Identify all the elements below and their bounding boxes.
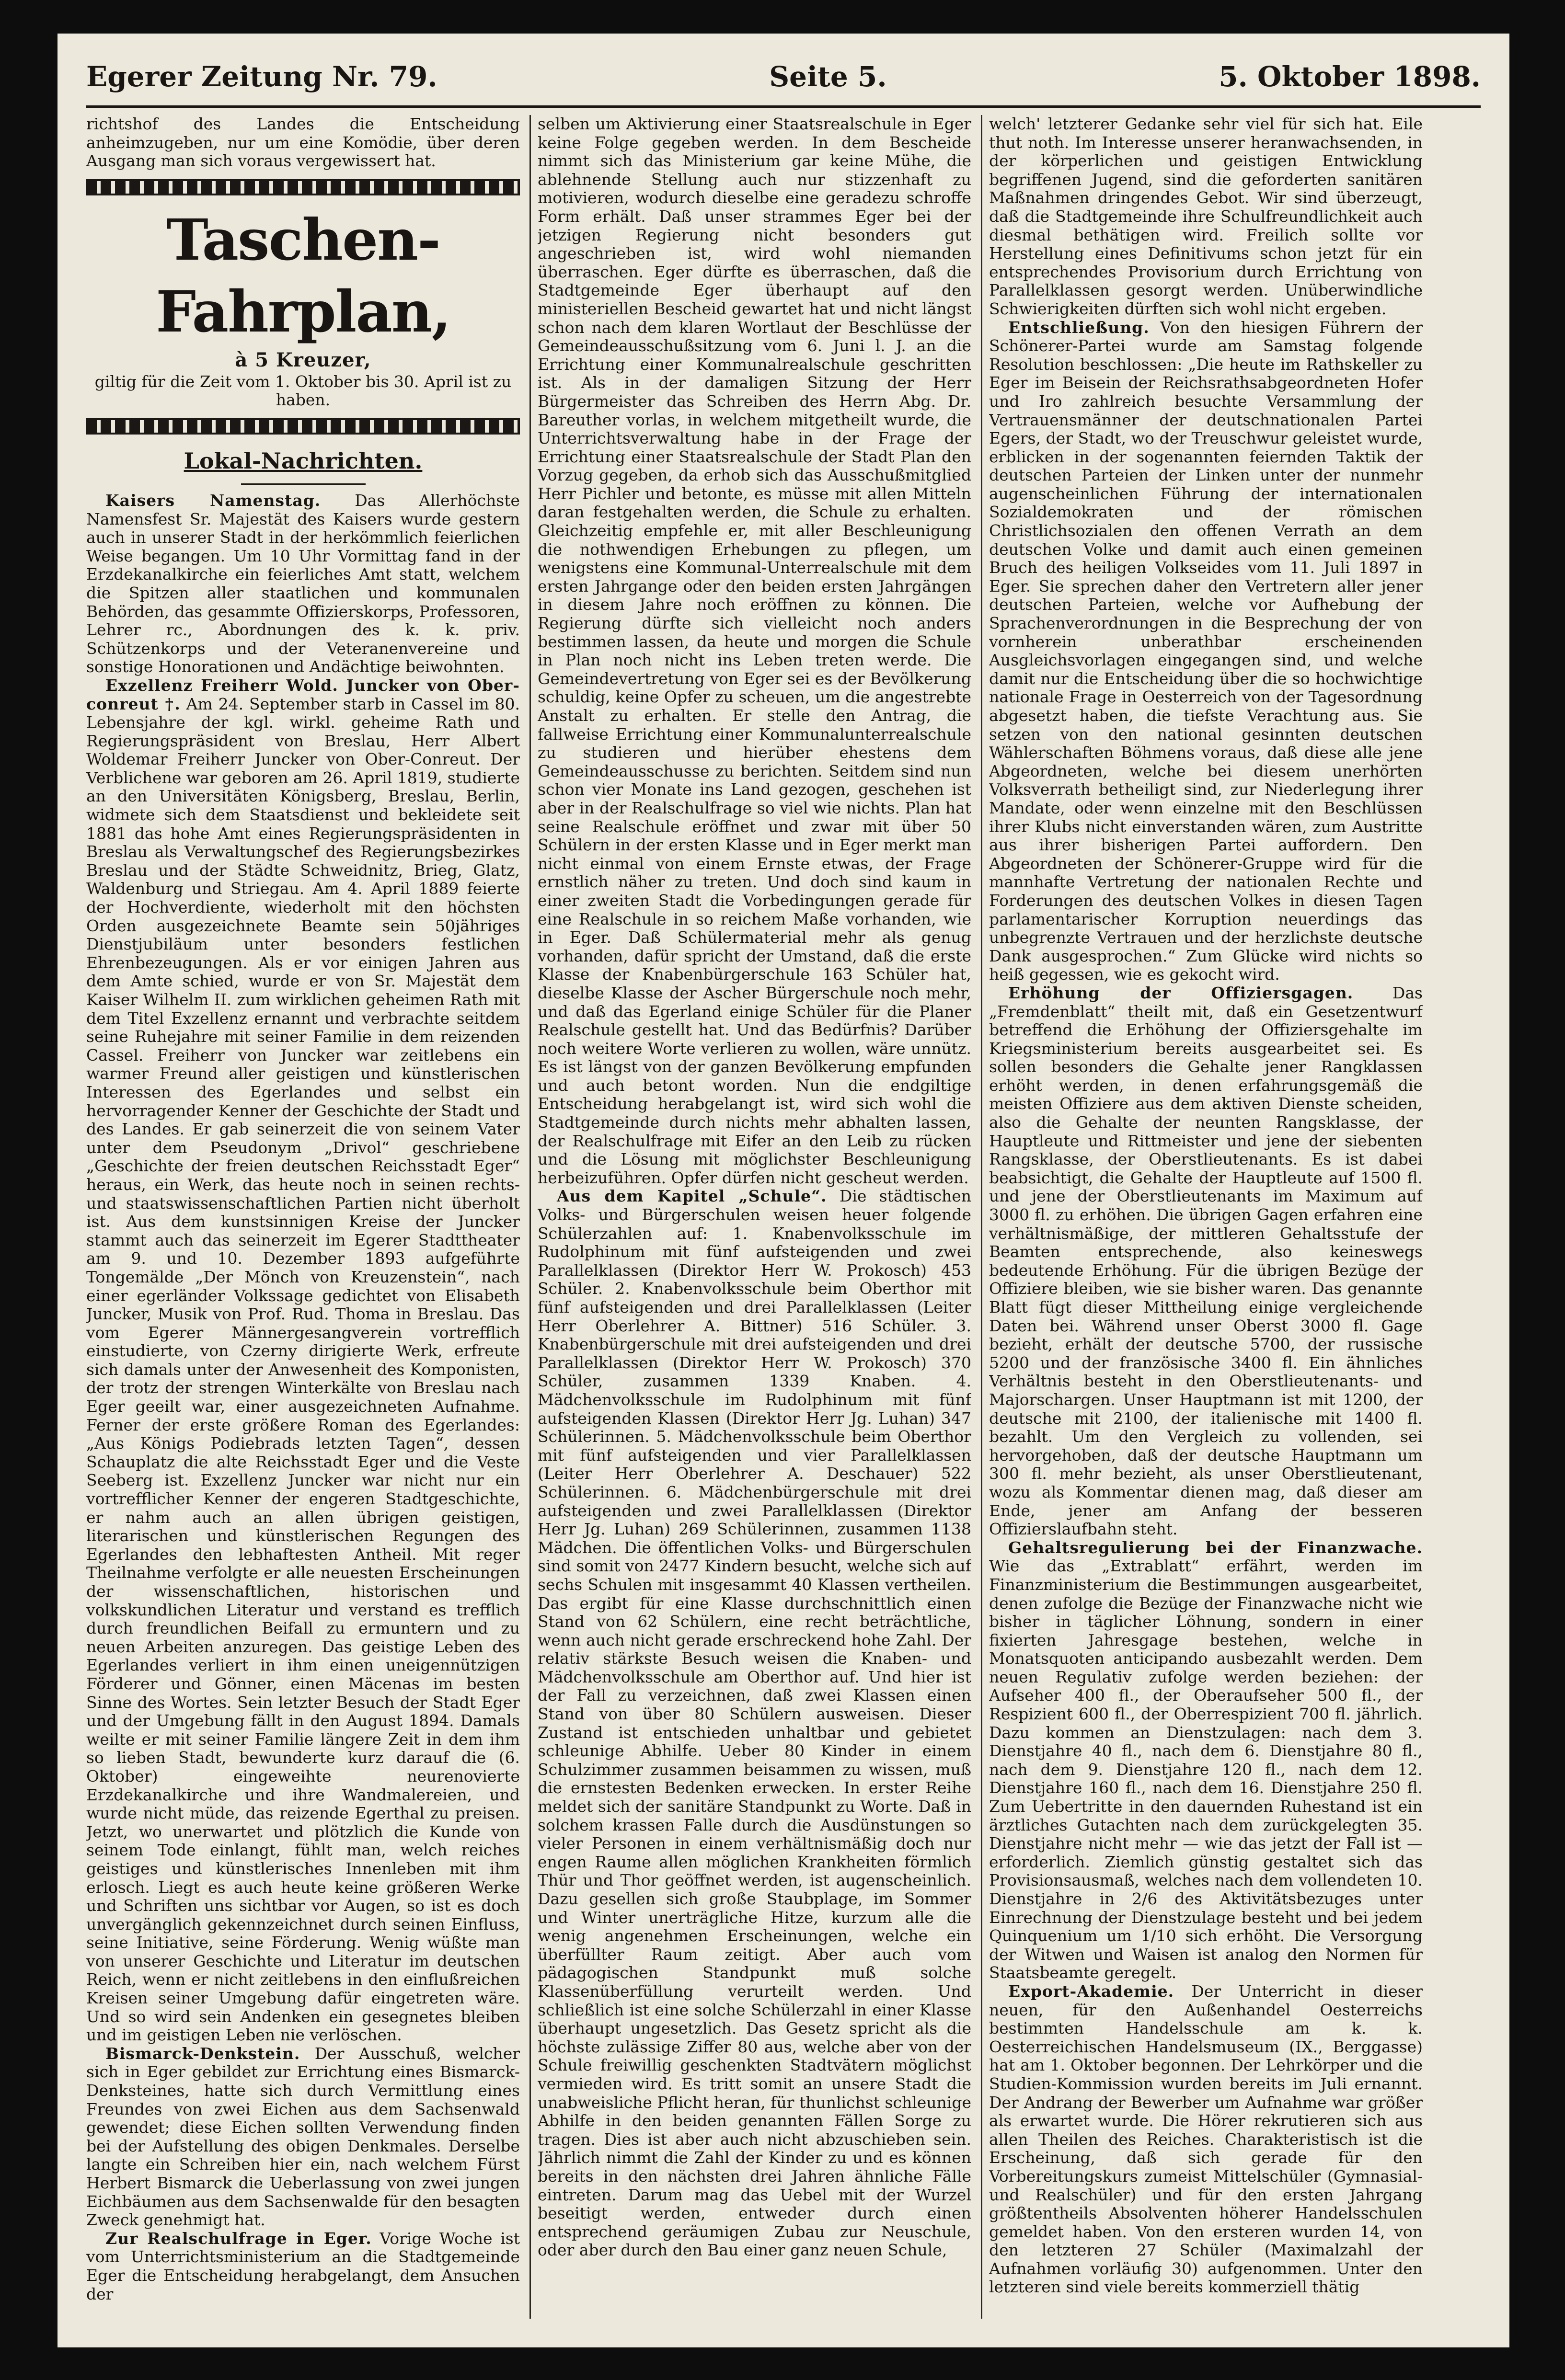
article-body: Die städtischen Volks- und Bürgerschulen weisen heuer folgende Schülerzahlen auf: 1. Knabenvolksschule im Rudolphinum mit fünf aufsteigenden und zwei Parallelklassen (Direktor Herr W. Prokosch) 453 Schüler. 2. Knabenvolksschule beim Oberthor mit fünf aufsteigenden und drei Parallelklassen (Leiter Herr Oberlehrer A. Bittner) 516 Schüler. 3. Knabenbürgerschule mit drei aufsteigenden und drei Parallelklassen (Direktor Herr W. Prokosch) 370 Schüler, zusammen 1339 Knaben. 4. Mädchenvolksschule im Rudolphinum mit fünf aufsteigenden Klassen (Direktor Herr Jg. Luhan) 347 Schülerinnen. 5. Mädchenvolksschule beim Oberthor mit fünf aufsteigenden und vier Parallelklassen (Leiter Herr Oberlehrer A. Deschauer) 522 Schülerinnen. 6. Mädchenbürgerschule mit drei aufsteigenden und zwei Parallelklassen (Direktor Herr Jg. Luhan) 269 Schülerinnen, zusammen 1138 Mädchen. Die öffentlichen Volks- und Bürgerschulen sind somit von 2477 Kindern besucht, welche sich auf sechs Schulen mit insgesammt 40 Klassen vertheilen. Das ergibt für eine Klasse durchschnittlich einen Stand von 62 Schülern, eine recht beträchtliche, wenn auch nicht gerade erschreckend hohe Zahl. Der relativ stärkste Besuch weisen die Knaben- und Mädchenvolksschule am Oberthor auf. Und hier ist der Fall zu verzeichnen, daß zwei Klassen einen Stand von über 80 Schülern ausweisen. Dieser Zustand ist entschieden unhaltbar und gebietet schleunige Abhilfe. Ueber 80 Kinder in einem Schulzimmer zusammen beisammen zu wissen, muß die ernstesten Bedenken erwecken. In erster Reihe meldet sich der sanitäre Standpunkt zu Worte. Daß in solchem krassen Falle durch die Ausdünstungen so vieler Personen in einem verhältnismäßig doch nur engen Raume allen möglichen Krankheiten förmlich Thür und Thor geöffnet werden, ist augenscheinlich. Dazu gesellen sich große Staubplage, im Sommer und Winter unerträgliche Hitze, kurzum alle die wenig angenehmen Erscheinungen, welche ein überfüllter Raum zeitigt. Aber auch vom pädagogischen Standpunkt muß solche Klassenüberfüllung verurteilt werden. Und schließlich ist eine solche Schülerzahl in einer Klasse überhaupt ungesetzlich. Das Gesetz spricht als die höchste zulässige Ziffer 80 aus, welche aber von der Schule freiwillig geschenkten Stadtvätern möglichst vermieden wird. Es tritt somit an unsere Stadt die unabweisliche Pflicht heran, für thunlichst schleunige Abhilfe in den beiden genannten Fällen Sorge zu tragen. Dies ist aber auch nicht abzuschieben sein. Jährlich nimmt die Zahl der Kinder zu und es können bereits in den nächsten drei Jahren ähnliche Fälle eintreten. Darum mag das Uebel mit der Wurzel beseitigt werden, entweder durch einen entsprechend geräumigen Zubau zur Neuschule, oder aber durch den Bau einer ganz neuen Schule, [538, 1187, 971, 2260]
article [989, 319, 1423, 984]
article [989, 1539, 1423, 1982]
newspaper-page [58, 34, 1509, 2347]
article-headline: Kaisers Namenstag. [105, 491, 321, 510]
article-continuation: welch' letzterer Gedanke sehr viel für sich hat. Eile thut noth. Im Interesse unserer heranwachsenden, in der körperlichen und geistigen Entwicklung begriffenen Jugend, sind die geforderten sanitären Maßnahmen dringendes Gebot. Wir sind überzeugt, daß die Stadtgemeinde ihre Schulfreundlichkeit auch diesmal bethätigen wird. Freilich sollte vor Herstellung eines Definitivums schon jetzt für ein entsprechendes Provisorium durch Errichtung von Parallelklassen gesorgt werden. Unüberwindliche Schwierigkeiten dürften sich wohl nicht ergeben. [989, 115, 1423, 318]
page-number: Seite 5. [769, 60, 887, 93]
column-middle [538, 115, 971, 2319]
article-headline: Zur Realschulfrage in Eger. [105, 2229, 372, 2248]
column-rule [981, 115, 982, 2319]
article [989, 1982, 1423, 2297]
article-headline: Erhöhung der Offiziersgagen. [1008, 983, 1354, 1002]
article-body: Der Unterricht in dieser neuen, für den Außenhandel Oesterreichs bestimmten Handelsschule am k. k. Oesterreichischen Handelsmuseum (IX., Berggasse) hat am 1. Oktober begonnen. Der Lehrkörper und die Studien-Kommission wurden bereits im Juli ernannt. Der Andrang der Bewerber um Aufnahme war größer als erwartet wurde. Die Hörer rekrutieren sich aus allen Theilen des Reiches. Charakteristisch ist die Erscheinung, daß sich gerade für den Vorbereitungskurs zumeist Mittelschüler (Gymnasial- und Realschüler) und für den ersten Jahrgang größtentheils Absolventen höherer Handelsschulen gemeldet haben. Von den ersteren wurden 14, von den letzteren 27 Schüler (Maximalzahl der Aufnahmen vorläufig 30) aufgenommen. Unter den letzteren sind viele bereits kommerziell thätig [989, 1981, 1423, 2297]
advert-title: Taschen-Fahrplan, [156, 206, 450, 345]
article-body: Der Ausschuß, welcher sich in Eger gebildet zur Errichtung eines Bismarck-Denksteines, hatte sich durch Vermittlung eines Freundes von zwei Eichen aus dem Sachsenwald gewendet; diese Eichen sollten Verwendung finden bei der Aufstellung des obigen Denkmales. Derselbe langte ein Schreiben hier ein, nach welchem Fürst Herbert Bismarck die Ueberlassung von zwei jungen Eichbäumen aus dem Sachsenwalde für den besagten Zweck genehmigt hat. [86, 2044, 520, 2230]
article-body: Das Allerhöchste Namensfest Sr. Majestät des Kaisers wurde gestern auch in unserer Stadt in der herkömmlich feierlichen Weise begangen. Um 10 Uhr Vormittag fand in der Erzdekanalkirche ein feierliches Amt statt, welchem die Spitzen aller staatlichen und kommunalen Behörden, das gesammte Offizierskorps, Professoren, Lehrer rc., Abordnungen des k. k. priv. Schützenkorps und der Veteranenvereine und sonstige Honorationen und Andächtige beiwohnten. [86, 491, 520, 676]
article-headline: Exzellenz Freiherr Wold. Juncker von Ober-conreut †. [86, 675, 520, 713]
article-continuation: richtshof des Landes die Entscheidung anheimzugeben, nur um eine Komödie, über deren Ausgang man sich voraus vergewissert hat. [86, 115, 520, 171]
article [86, 492, 520, 676]
column-left [86, 115, 520, 2319]
ornament-rule-top [86, 179, 520, 195]
section-title: Lokal-Nachrichten. [184, 447, 423, 474]
article-headline: Gehaltsregulierung bei der Finanzwache. [1008, 1538, 1423, 1557]
section-divider [241, 483, 366, 485]
advert-validity: giltig für die Zeit vom 1. Oktober bis 30. April ist zu haben. [94, 372, 512, 410]
article-body: Vorige Woche ist vom Unterrichtsministerium an die Stadtgemeinde Eger die Entscheidung herabgelangt, dem Ansuchen der [86, 2229, 520, 2303]
article-headline: Export-Akademie. [1008, 1981, 1174, 2001]
article [989, 984, 1423, 1539]
paper-title: Egerer Zeitung Nr. 79. [86, 60, 437, 93]
article [86, 2230, 520, 2303]
column-right [989, 115, 1423, 2319]
article-headline: Entschließung. [1008, 318, 1150, 337]
advert-price: à 5 Kreuzer, [235, 348, 371, 371]
article-body: Von den hiesigen Führern der Schönerer-Partei wurde am Samstag folgende Resolution beschlossen: „Die heute im Rathskeller zu Eger im Beisein der Reichsrathsabgeordneten Hofer und Iro zahlreich besuchte Versammlung der Vertrauensmänner der deutschnationalen Partei Egers, der Stadt, wo der Treuschwur geleistet wurde, erblicken in der sogenannten feiernden Taktik der deutschen Parteien der Linken unter der nunmehr augenscheinlichen Führung der internationalen Sozialdemokraten und der römischen Christlichsozialen den offenen Verrath an dem deutschen Volke und damit auch einen gemeinen Bruch des heiligen Volkseides vom 11. Juli 1897 in Eger. Sie sprechen daher den Vertretern aller jener deutschen Parteien, welche vor Aufhebung der Sprachenverordnungen in die Besprechung der von vornherein unberathbar erscheinenden Ausgleichsvorlagen eingegangen sind, und welche damit nur die Entscheidung über die so hochwichtige nationale Frage in Oesterreich von der Tagesordnung abgesetzt haben, die tiefste Verachtung aus. Sie setzen von den national gesinnten deutschen Wählerschaften Böhmens voraus, daß diese alle jene Abgeordneten, welche bei diesem unerhörten Volksverrath betheiligt sind, zur Niederlegung ihrer Mandate, oder wenn einzelne mit den Beschlüssen ihrer Klubs nicht einverstanden wären, zum Austritte aus ihrer bisherigen Partei auffordern. Den Abgeordneten der Schönerer-Gruppe wird für die mannhafte Vertretung der nationalen Rechte und Forderungen des deutschen Volkes in diesen Tagen parlamentarischer Korruption neuerdings das unbegrenzte Vertrauen und der herzlichste deutsche Dank ausgesprochen.“ Zum Glücke wird nichts so heiß gegessen, wie es gekocht wird. [989, 318, 1423, 984]
article-headline: Aus dem Kapitel „Schule“. [557, 1187, 827, 1206]
article [538, 1187, 971, 2259]
article-body: Am 24. September starb in Cassel im 80. Lebensjahre der kgl. wirkl. geheime Rath und Regierungspräsident von Breslau, Herr Albert Woldemar Freiherr Juncker von Ober-Conreut. Der Verblichene war geboren am 26. April 1819, studierte an den Universitäten Königsberg, Breslau, Berlin, widmete sich dem Staatsdienst und bekleidete seit 1881 das hohe Amt eines Regierungspräsidenten in Breslau als Verwaltungschef des Regierungsbezirkes Breslau und der Städte Schweidnitz, Brieg, Glatz, Waldenburg und Striegau. Am 4. April 1889 feierte der Hochverdiente, wiederholt mit den höchsten Orden ausgezeichnete Beamte sein 50jähriges Dienstjubiläum unter besonders festlichen Ehrenbezeugungen. Als er vor einigen Jahren aus dem Amte schied, wurde er von Sr. Majestät dem Kaiser Wilhelm II. zum wirklichen geheimen Rath mit dem Titel Exzellenz ernannt und verbrachte seitdem seine Ruhejahre mit seiner Familie in dem reizenden Cassel. Freiherr von Juncker war zeitlebens ein warmer Freund aller geistigen und künstlerischen Interessen des Egerlandes und selbst ein hervorragender Kenner der Geschichte der Stadt und des Landes. Er gab seinerzeit die von seinem Vater unter dem Pseudonym „Drivol“ geschriebene „Geschichte der freien deutschen Reichsstadt Eger“ heraus, ein Werk, das heute noch in seinen rechts- und staatswissenschaftlichen Partien nicht überholt ist. Aus dem kunstsinnigen Kreise der Juncker stammt auch das seinerzeit im Egerer Stadttheater am 9. und 10. Dezember 1893 aufgeführte Tongemälde „Der Mönch von Kreuzenstein“, nach einer egerländer Volkssage gedichtet von Elisabeth Juncker, Musik von Prof. Rud. Thoma in Breslau. Das vom Egerer Männergesangverein vortrefflich einstudierte, von Czerny dirigierte Werk, erfreute sich damals unter der Anwesenheit des Komponisten, der trotz der strengen Winterkälte von Breslau nach Eger geeilt war, einer ausgezeichneten Aufnahme. Ferner der erste größere Roman des Egerlandes: „Aus Königs Podiebrads letzten Tagen“, dessen Schauplatz die alte Reichsstadt Eger und die Veste Seeberg ist. Exzellenz Juncker war nicht nur ein vortrefflicher Kenner der engeren Stadtgeschichte, er nahm auch an allen übrigen geistigen, literarischen und künstlerischen Regungen des Egerlandes den lebhaftesten Antheil. Mit reger Theilnahme verfolgte er alle neuesten Erscheinungen der wissenschaftlichen, historischen und volkskundlichen Literatur und verstand es trefflich durch freundlichen Beifall zu ermuntern und zu neuen Arbeiten anzuregen. Das geistige Leben des Egerlandes verliert in ihm einen uneigennützigen Förderer und Gönner, einen Mäcenas im besten Sinne des Wortes. Sein letzter Besuch der Stadt Eger und der Umgebung fällt in den August 1894. Damals weilte er mit seiner Familie längere Zeit in dem ihm so lieben Stadt, bewunderte kurz darauf die (6. Oktober) eingeweihte neurenovierte Erzdekanalkirche und ihre Wandmalereien, und wurde nicht müde, das reizende Egerthal zu preisen. Jetzt, wo unerwartet und plötzlich die Kunde von seinem Tode einlangt, fühlt man, welch reiches geistiges und künstlerisches Innenleben mit ihm erlosch. Liegt es auch heute keine größeren Werke und Schriften uns sichtbar vor Augen, so ist es doch unvergänglich gekennzeichnet durch seinen Einfluss, seine Initiative, seine Förderung. Wenig wüßte man von unserer Geschichte und Literatur im deutschen Reich, wenn er nicht zeitlebens in den einflußreichen Kreisen seiner Umgebung dafür eingetreten wäre. Und so wird sein Andenken ein gesegnetes bleiben und im geistigen Leben nie verlöschen. [86, 694, 520, 2045]
article-body: Das „Fremdenblatt“ theilt mit, daß ein Gesetzentwurf betreffend die Erhöhung der Offiziersgehalte im Kriegsministerium bereits ausgearbeitet sei. Es sollen besonders die Gehalte jener Rangklassen erhöht werden, in denen erfahrungsgemäß die meisten Offiziere aus dem aktiven Dienste scheiden, also die Gehalte der neunten Rangsklasse, der Hauptleute und Rittmeister und jene der siebenten Rangsklasse, der Oberstlieutenants. Es ist dabei beabsichtigt, die Gehalte der Hauptleute auf 1500 fl. und jene der Oberstlieutenants im Maximum auf 3000 fl. zu erhöhen. Die übrigen Gagen erfahren eine verhältnismäßige, der mittleren Gehaltsstufe der Beamten entsprechende, also keineswegs bedeutende Erhöhung. Für die übrigen Bezüge der Offiziere bleiben, wie sie bisher waren. Das genannte Blatt fügt dieser Mittheilung einige vergleichende Daten bei. Während unser Oberst 3000 fl. Gage bezieht, erhält der deutsche 5700, der russische 5200 und der französische 3400 fl. Ein ähnliches Verhältnis besteht in den Oberstlieutenants- und Majorschargen. Unser Hauptmann ist mit 1200, der deutsche mit 2100, der italienische mit 1400 fl. bezahlt. Um den Vergleich zu vollenden, sei hervorgehoben, daß der deutsche Hauptmann um 300 fl. mehr bezieht, als unser Oberstlieutenant, wozu als Kommentar dienen mag, daß dieser am Ende, jener am Anfang der besseren Offizierslaufbahn steht. [989, 983, 1423, 1539]
article [86, 2045, 520, 2230]
masthead [86, 53, 1481, 101]
masthead-rule [86, 105, 1481, 108]
issue-date: 5. Oktober 1898. [1219, 60, 1481, 93]
article [86, 676, 520, 2045]
article-continuation: selben um Aktivierung einer Staatsrealschule in Eger keine Folge gegeben werden. In dem Bescheide nimmt sich das Ministerium gar keine Mühe, die ablehnende Stellung auch nur stizzenhaft zu motivieren, wodurch dieselbe eine geradezu schroffe Form erhält. Daß unser strammes Eger bei der jetzigen Regierung nicht besonders gut angeschrieben ist, wird wohl niemanden überraschen. Eger dürfte es überraschen, daß die Stadtgemeinde Eger überhaupt auf den ministeriellen Bescheid gewartet hat und nicht längst schon nach dem klaren Wortlaut der Beschlüsse der Gemeindeausschußsitzung vom 6. Juni l. J. an die Errichtung einer Kommunalrealschule geschritten ist. Als in der damaligen Sitzung der Herr Bürgermeister das Schreiben des Herrn Abg. Dr. Bareuther vorlas, in welchem mitgetheilt wurde, die Unterrichtsverwaltung habe in der Frage der Errichtung einer Staatsrealschule der Stadt Plan den Vorzug gegeben, da erhob sich das Ausschußmitglied Herr Pichler und betonte, es müsse mit allen Mitteln daran festgehalten werden, die Schule zu erhalten. Gleichzeitig empfehle er, mit aller Beschleunigung die nothwendigen Erhebungen zu pflegen, um wenigstens eine Kommunal-Unterrealschule mit dem ersten Jahrgange oder den beiden ersten Jahrgängen in diesem Jahre noch eröffnen zu können. Die Regierung dürfte sich vielleicht noch anders bestimmen lassen, da heute und morgen die Schule in Plan noch nicht ins Leben treten werde. Die Gemeindevertretung von Eger sei es der Bevölkerung schuldig, keine Opfer zu scheuen, um die angestrebte Anstalt zu erhalten. Er stelle den Antrag, die fallweise Errichtung einer Kommunalunterrealschule zu studieren und hierüber ehestens dem Gemeindeausschusse zu berichten. Seitdem sind nun schon vier Monate ins Land gezogen, geschehen ist aber in der Realschulfrage so viel wie nichts. Plan hat seine Realschule eröffnet und zwar mit über 50 Schülern in der ersten Klasse und in Eger merkt man nicht einmal von einem Ernste etwas, der Frage ernstlich näher zu treten. Und doch sind kaum in einer zweiten Stadt die Vorbedingungen gerade für eine Realschule in so reichem Maße vorhanden, wie in Eger. Daß Schülermaterial mehr als genug vorhanden, dafür spricht der Umstand, daß die erste Klasse der Knabenbürgerschule 163 Schüler hat, dieselbe Klasse der Ascher Bürgerschule noch mehr, und daß das Egerland einige Schüler für die Planer Realschule gestellt hat. Und das Bedürfnis? Darüber noch weitere Worte verlieren zu wollen, wäre unnütz. Es ist längst von der ganzen Bevölkerung empfunden und auch betont worden. Nun die endgiltige Entscheidung herabgelangt ist, wird sich wohl die Stadtgemeinde durch nichts mehr abhalten lassen, der Realschulfrage mit Eifer an den Leib zu rücken und die Lösung mit möglichster Beschleunigung herbeizuführen. Opfer dürfen nicht gescheut werden. [538, 115, 971, 1187]
article-body: Wie das „Extrablatt“ erfährt, werden im Finanzministerium die Bestimmungen ausgearbeitet, denen zufolge die Bezüge der Finanzwache nicht wie bisher in täglicher Löhnung, sondern in einer fixierten Jahresgage bestehen, welche in Monatsquoten anticipando ausbezahlt werden. Dem neuen Regulativ zufolge werden beziehen: der Aufseher 400 fl., der Oberaufseher 500 fl., der Respizient 600 fl., der Oberrespizient 700 fl. jährlich. Dazu kommen an Dienstzulagen: nach dem 3. Dienstjahre 40 fl., nach dem 6. Dienstjahre 80 fl., nach dem 9. Dienstjahre 120 fl., nach dem 12. Dienstjahre 160 fl., nach dem 16. Dienstjahre 250 fl. Zum Uebertritte in den dauernden Ruhestand ist ein ärztliches Gutachten nach dem zurückgelegten 35. Dienstjahre nicht mehr — wie das jetzt der Fall ist — erforderlich. Ziemlich günstig gestaltet sich das Provisionsausmaß, welches nach dem vollendeten 10. Dienstjahre in 2/6 des Aktivitätsbezuges unter Einrechnung der Dienstzulage besteht und bei jedem Quinquenium um 1/10 sich erhöht. Die Versorgung der Witwen und Waisen ist analog den Normen für Staatsbeamte geregelt. [989, 1556, 1423, 1982]
ornament-rule-bottom [86, 418, 520, 435]
column-rule [529, 115, 531, 2319]
article-headline: Bismarck-Denkstein. [105, 2044, 300, 2063]
